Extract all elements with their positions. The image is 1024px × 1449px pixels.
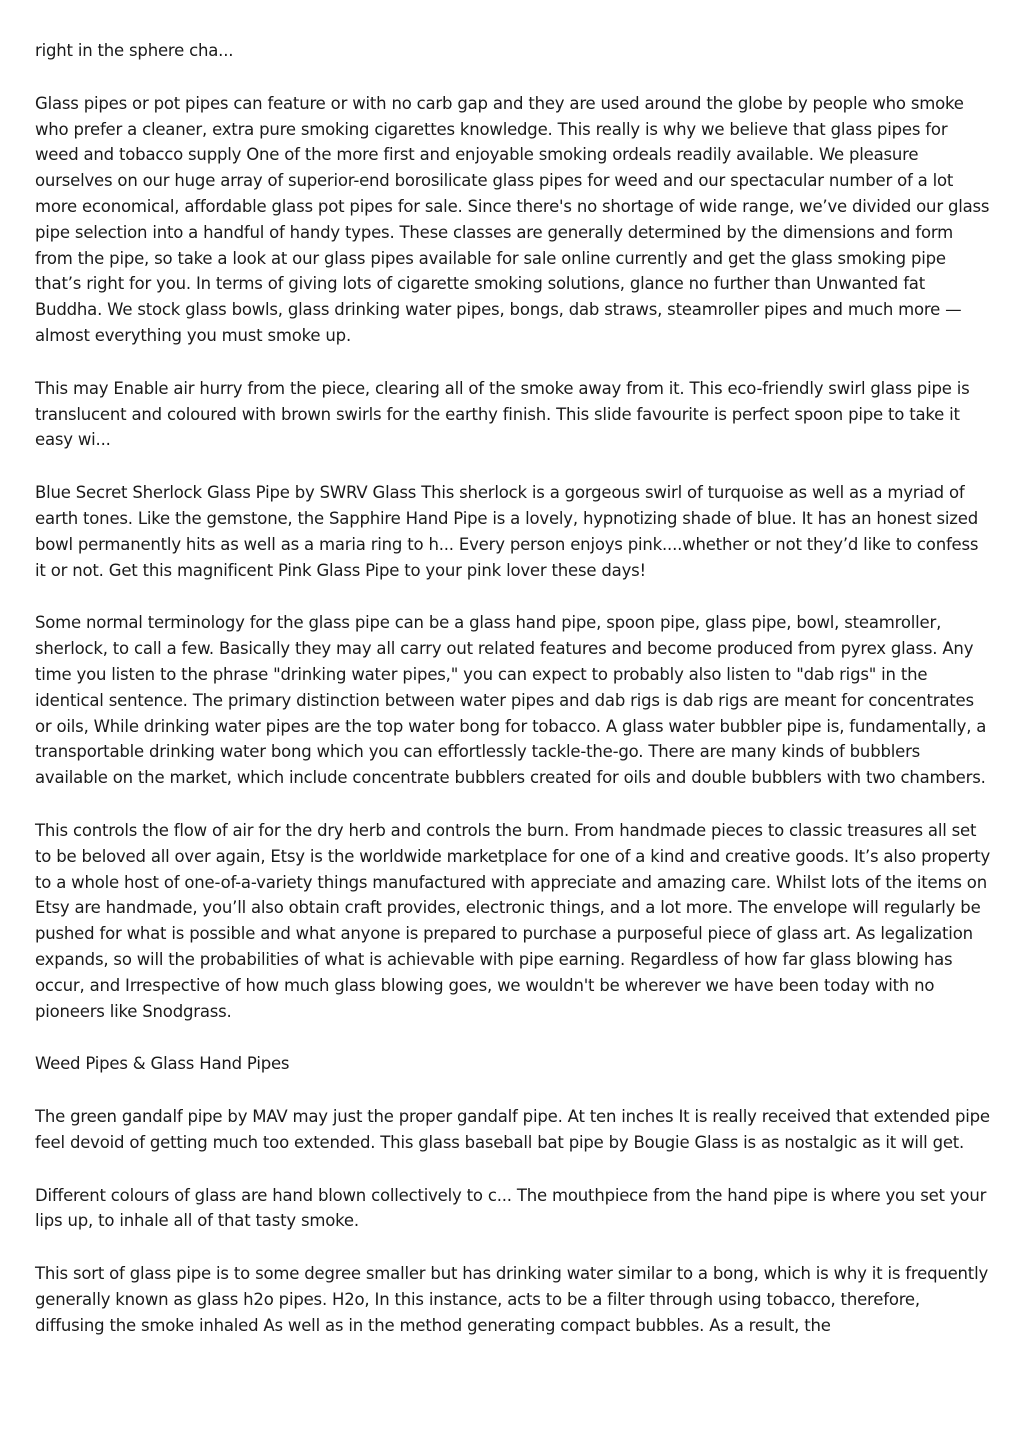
paragraph-1: right in the sphere cha... <box>35 41 234 60</box>
paragraph-8: Different colours of glass are hand blown collectively to c... The mouthpiece from the hand pipe is where you set your lips up, to inhale all of that tasty smoke. <box>35 1185 987 1231</box>
paragraph-4: Blue Secret Sherlock Glass Pipe by SWRV Glass This sherlock is a gorgeous swirl of turquoise as well as a myriad of earth tones. Like the gemstone, the Sapphire Hand Pipe is a lovely, hypnotizing shade of blue. It has an honest sized bowl permanently hits as well as a maria ring to h... Every person enjoys pink....whether or not they’d like to confess it or not. Get this magnificent Pink Glass Pipe to your pink lover these days! <box>35 483 979 580</box>
paragraph-6: This controls the flow of air for the dry herb and controls the burn. From handmade pieces to classic treasures all set to be beloved all over again, Etsy is the worldwide marketplace for one of a kind and creative goods. It’s also property to a whole host of one-of-a-variety things manufactured with appreciate and amazing care. Whilst lots of the items on Etsy are handmade, you’ll also obtain craft provides, electronic things, and a lot more. The envelope will regularly be pushed for what is possible and what anyone is prepared to purchase a purposeful piece of glass art. As legalization expands, so will the probabilities of what is achievable with pipe earning. Regardless of how far glass blowing has occur, and Irrespective of how much glass blowing goes, we wouldn't be wherever we have been today with no pioneers like Snodgrass. <box>35 820 991 1021</box>
paragraph-3: This may Enable air hurry from the piece, clearing all of the smoke away from it. This eco-friendly swirl glass pipe is translucent and coloured with brown swirls for the earthy finish. This slide favourite is perfect spoon pipe to take it easy wi... <box>35 378 970 450</box>
paragraph-9: This sort of glass pipe is to some degree smaller but has drinking water similar to a bong, which is why it is frequently generally known as glass h2o pipes. H2o, In this instance, acts to be a filter through using tobacco, therefore, diffusing the smoke inhaled As well as in the method generating compact bubbles. As a result, the <box>35 1264 989 1335</box>
document-page <box>35 38 993 1366</box>
paragraph-5: Some normal terminology for the glass pipe can be a glass hand pipe, spoon pipe, glass pipe, bowl, steamroller, sherlock, to call a few. Basically they may all carry out related features and become produced from pyrex glass. Any time you listen to the phrase "drinking water pipes," you can expect to probably also listen to "dab rigs" in the identical sentence. The primary distinction between water pipes and dab rigs is dab rigs are meant for concentrates or oils, While drinking water pipes are the top water bong for tobacco. A glass water bubbler pipe is, fundamentally, a transportable drinking water bong which you can effortlessly tackle-the-go. There are many kinds of bubblers available on the market, which include concentrate bubblers created for oils and double bubblers with two chambers. <box>35 613 987 788</box>
paragraph-2: Glass pipes or pot pipes can feature or with no carb gap and they are used around the globe by people who smoke who prefer a cleaner, extra pure smoking cigarettes knowledge. This really is why we believe that glass pipes for weed and tobacco supply One of the more first and enjoyable smoking ordeals readily available. We pleasure ourselves on our huge array of superior-end borosilicate glass pipes for weed and our spectacular number of a lot more economical, affordable glass pot pipes for sale. Since there's no shortage of wide range, we’ve divided our glass pipe selection into a handful of handy types. These classes are generally determined by the dimensions and form from the pipe, so take a look at our glass pipes available for sale online currently and get the glass smoking pipe that’s right for you. In terms of giving lots of cigarette smoking solutions, glance no further than Unwanted fat Buddha. We stock glass bowls, glass drinking water pipes, bongs, dab straws, steamroller pipes and much more — almost everything you must smoke up. <box>35 93 990 345</box>
section-heading: Weed Pipes & Glass Hand Pipes <box>35 1054 290 1074</box>
paragraph-7: The green gandalf pipe by MAV may just the proper gandalf pipe. At ten inches It is really received that extended pipe feel devoid of getting much too extended. This glass baseball bat pipe by Bougie Glass is as nostalgic as it will get. <box>35 1107 990 1152</box>
